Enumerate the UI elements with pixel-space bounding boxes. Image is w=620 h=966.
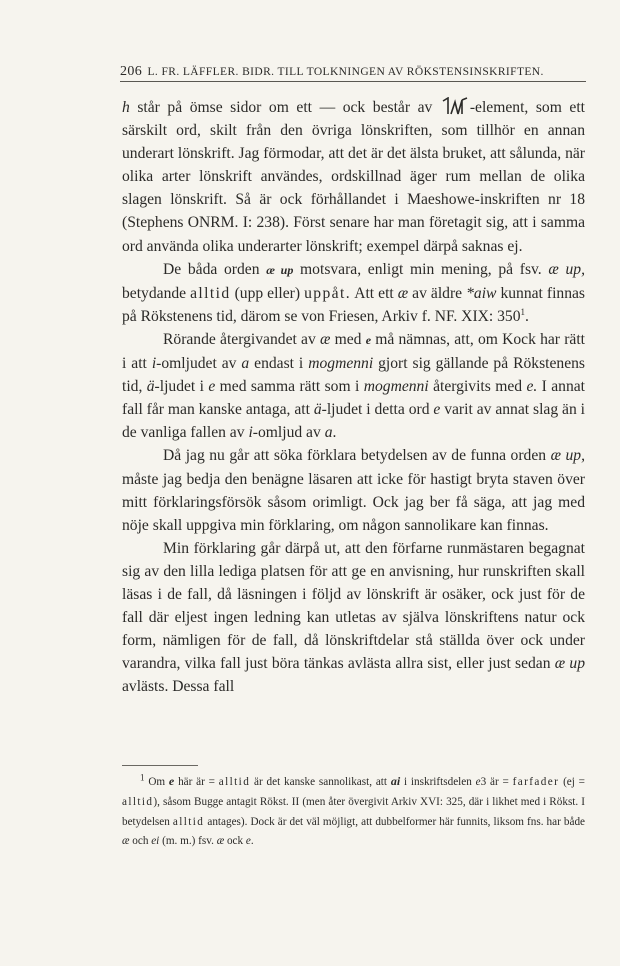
italic-letter: h xyxy=(122,99,130,116)
footnote-paragraph xyxy=(122,772,585,852)
text-run: antages). Dock är det väl möjligt, att dubbelformer här funnits, liksom fns. har både xyxy=(204,815,586,828)
italic-word: e. xyxy=(526,378,538,396)
italic-word: e xyxy=(433,401,441,419)
text-run: är det kanske sannolikast, att xyxy=(250,776,391,788)
running-title: L. FR. LÄFFLER. BIDR. TILL TOLKNINGEN AV RÖKSTENSINSKRIFTEN. xyxy=(147,66,544,78)
text-run: Min förklaring går därpå ut, att den förfarne runmästaren begagnat sig av den lilla lediga platsen för att ge en anvisning, hur runskriften skall läsas i de fall, då läsningen i följd av lönskrift är osäker, ock just för de fall där eljest ingen ledning kan utletas av själva lönskriftens natur ock form, nämligen för de fall, då lönskriftdelar stå ställda över ock under varandra, vilka fall just böra tänkas avlästa allra sist, eller just sedan xyxy=(122,539,585,673)
italic-word: ä xyxy=(146,378,155,396)
running-header xyxy=(120,64,586,80)
text-run: -ljudet i detta ord xyxy=(321,401,434,419)
text-run: I annat fall får man kanske antaga, att xyxy=(122,378,585,419)
footnote-rule xyxy=(122,765,198,766)
text-run: Rörande återgivandet av xyxy=(163,330,320,348)
rune-word: ai xyxy=(390,774,401,788)
rune-word: e xyxy=(365,332,372,347)
italic-word: æ xyxy=(122,835,130,848)
paragraph-5 xyxy=(122,537,585,699)
italic-word: æ up, xyxy=(550,447,586,465)
italic-word: e xyxy=(208,378,216,396)
text-run: 3 är = xyxy=(480,776,513,788)
text-run: måste jag bedja den benägne läsaren att icke för hastigt bryta staven över mitt förklaringsförsök såsom orimligt. Ock jag ber få säga, att jag med nöje skall uppgiva min förklaring, om någon sannolikare kan finnas. xyxy=(122,470,585,534)
italic-word: ei xyxy=(151,835,160,848)
text-run: varit av annat slag än i de vanliga fallen av xyxy=(122,401,585,442)
text-run: . xyxy=(332,424,337,442)
text-run: -ljudet i xyxy=(154,378,209,396)
text-run: motsvara, enligt min mening, på fsv. xyxy=(293,260,549,278)
paragraph-1 xyxy=(122,96,585,258)
rune-word: e xyxy=(168,774,175,788)
italic-word: e xyxy=(245,835,251,848)
text-run: -omljudet av xyxy=(156,355,242,373)
italic-word: *aiw xyxy=(466,284,497,302)
spaced-word: alltid xyxy=(172,815,205,828)
italic-word: ä xyxy=(313,401,322,419)
italic-word: mogmenni xyxy=(308,355,374,373)
text-run: -omljud av xyxy=(252,424,325,442)
spaced-word: alltid xyxy=(218,776,251,788)
text-run: De båda orden xyxy=(163,260,267,278)
italic-word: mogmenni xyxy=(363,378,429,396)
text-run: . xyxy=(250,835,254,848)
italic-word: i xyxy=(151,355,157,373)
italic-word: æ xyxy=(319,330,331,348)
footnote-marker: 1 xyxy=(520,306,526,317)
text-run: avlästs. Dessa fall xyxy=(122,678,235,696)
footnote xyxy=(122,772,585,852)
italic-word: a xyxy=(241,355,250,373)
text-run: kunnat finnas på Rökstenens tid, därom se von Friesen, Arkiv f. NF. XIX: 350 xyxy=(122,284,586,325)
italic-word: i xyxy=(248,424,253,442)
text-run: med samma rätt som i xyxy=(215,378,364,396)
rune-word: æ up xyxy=(266,262,294,277)
text-run: ), såsom Bugge antagit Rökst. II (men åter övergivit Arkiv XVI: 325, där i likhet med i Rökst. I betydelsen xyxy=(122,795,585,828)
text-run: må nämnas, att, om Kock har rätt i att xyxy=(122,330,585,373)
text-run: (upp eller) xyxy=(230,284,305,302)
text-run: . xyxy=(525,307,529,325)
text-run: i inskriftsdelen xyxy=(400,776,476,788)
text-run: endast i xyxy=(249,355,309,373)
text-run: ock består av xyxy=(335,99,440,116)
italic-word: æ up, xyxy=(548,260,585,278)
page-number: 206 xyxy=(120,64,143,79)
spaced-word: uppåt. xyxy=(304,284,352,302)
italic-word: a xyxy=(324,424,333,442)
text-run: och xyxy=(129,835,152,848)
paragraph-3 xyxy=(122,328,585,444)
dash: — xyxy=(319,99,336,116)
text-run: här är = xyxy=(174,776,219,788)
text-run: betydande xyxy=(122,284,191,302)
spaced-word: farfader xyxy=(512,776,560,788)
paragraph-2 xyxy=(122,258,585,328)
text-run: Då jag nu går att söka förklara betydelsen av de funna orden xyxy=(163,447,551,465)
text-run: gjort sig gällande på Rökstenens tid, xyxy=(122,355,585,396)
paragraph-4 xyxy=(122,444,585,536)
text-run: av äldre xyxy=(408,284,467,302)
text-run: Om xyxy=(144,776,169,788)
header-rule xyxy=(120,81,586,82)
text-run: -element, som ett särskilt ord, skilt från den övriga lönskriften, som tillhör en annan underart lönskrift. Jag förmodar, att det är det älsta bruket, att sålunda, när olika arter lönskrift användes, ordskillnad äger rum mellan de olika slagen lönskrift. Så är ock förhållandet i Maeshowe-inskriften nr 18 (Stephens ONRM. I: 238). Först senare har man företagit sig, att i samma ord använda olika underarter lönskrift; exempel därpå saknas ej. xyxy=(122,99,586,255)
text-run: återgivits med xyxy=(428,378,527,396)
footnote-number: 1 xyxy=(140,772,145,783)
spaced-word: alltid xyxy=(122,795,154,808)
rune-symbol-icon xyxy=(440,97,470,115)
text-run: står på ömse sidor om ett xyxy=(129,99,320,116)
spaced-word: alltid xyxy=(190,284,231,302)
body-text xyxy=(122,96,585,698)
text-run: Att ett xyxy=(351,284,398,302)
text-run: (ej = xyxy=(559,776,585,788)
text-run: ock xyxy=(224,835,246,848)
text-run: med xyxy=(330,330,366,348)
italic-word: æ xyxy=(397,284,409,302)
italic-word: e xyxy=(475,776,481,788)
italic-word: æ xyxy=(216,835,225,848)
italic-word: æ up xyxy=(554,655,585,673)
text-run: (m. m.) fsv. xyxy=(159,835,217,848)
